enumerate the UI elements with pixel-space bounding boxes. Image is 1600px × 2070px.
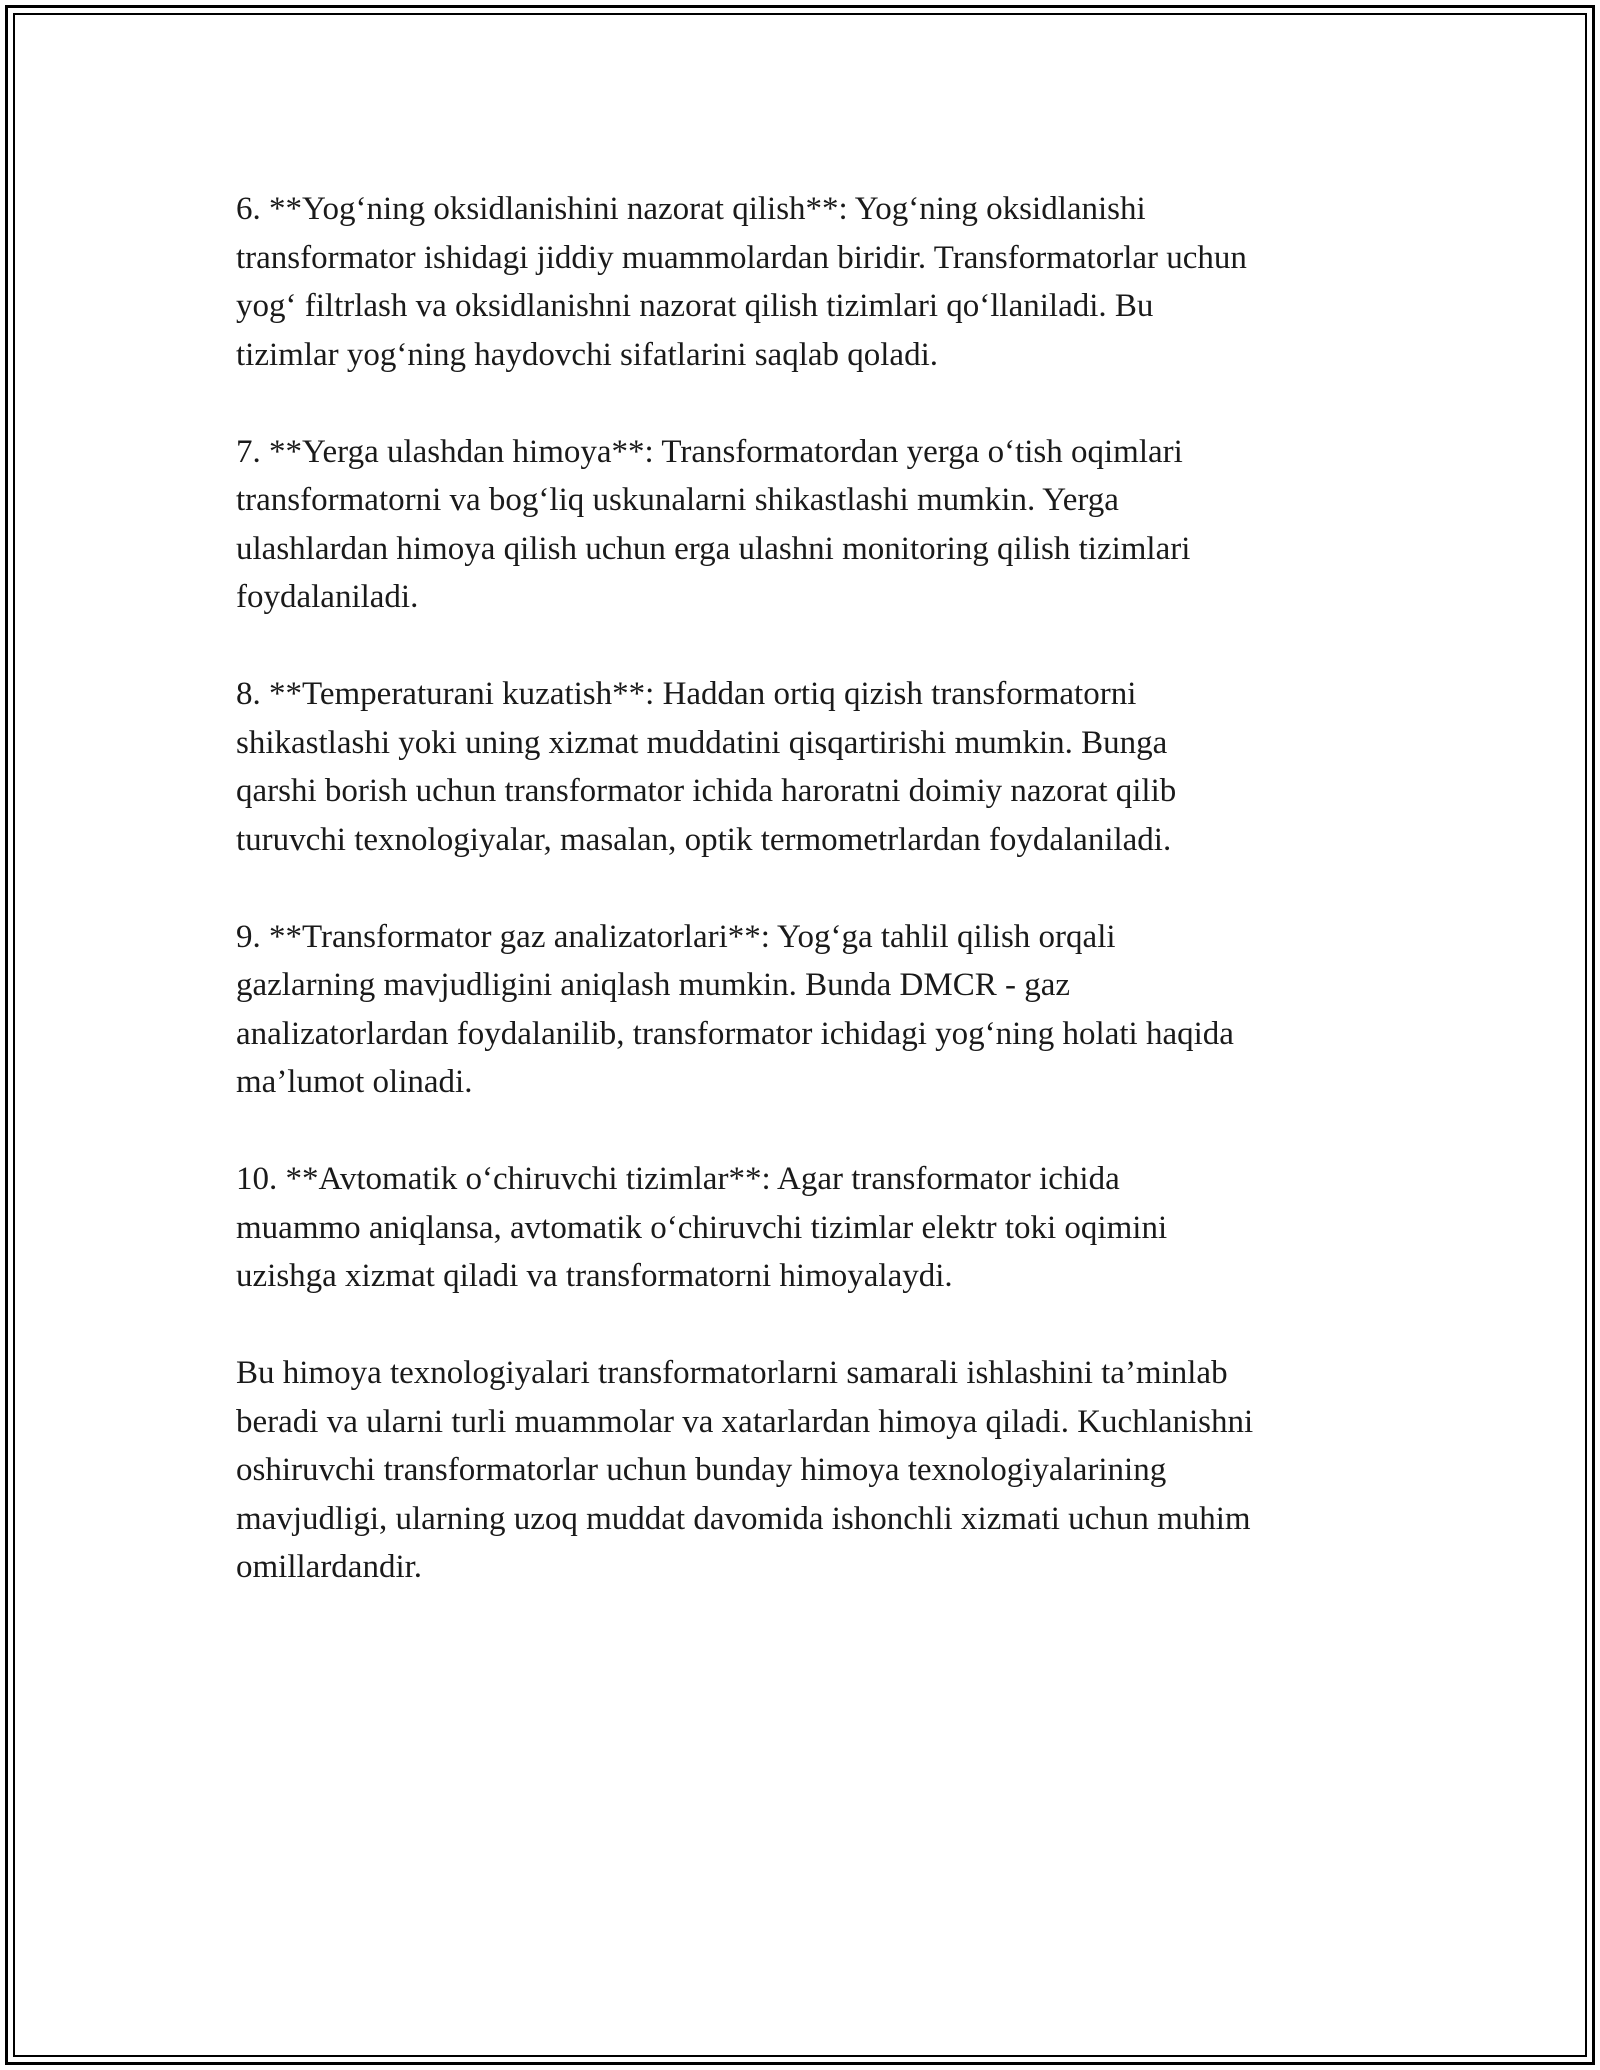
text-line: qarshi borish uchun transformator ichida haroratni doimiy nazorat qilib: [236, 773, 1177, 809]
text-line: tizimlar yog‘ning haydovchi sifatlarini saqlab qoladi.: [236, 336, 938, 373]
text-line: analizatorlardan foydalanilib, transformator ichidagi yog‘ning holati haqida: [236, 1015, 1234, 1052]
text-line: ma’lumot olinadi.: [236, 1064, 473, 1100]
text-line: omillardandir.: [236, 1549, 423, 1585]
text-line: turuvchi texnologiyalar, masalan, optik termometrlardan foydalaniladi.: [236, 821, 1172, 858]
text-line: 7. **Yerga ulashdan himoya**: Transformatordan yerga o‘tish oqimlari: [236, 433, 1183, 470]
paragraph-automatic-shutdown: [236, 1155, 1386, 1301]
text-line: ulashlardan himoya qilish uchun erga ulashni monitoring qilish tizimlari: [236, 530, 1191, 567]
paragraph-conclusion: [236, 1349, 1386, 1592]
text-line: uzishga xizmat qiladi va transformatorni himoyalaydi.: [236, 1258, 953, 1294]
text-line: foydalaniladi.: [236, 579, 419, 615]
text-line: yog‘ filtrlash va oksidlanishni nazorat qilish tizimlari qo‘llaniladi. Bu: [236, 288, 1154, 324]
text-line: shikastlashi yoki uning xizmat muddatini qisqartirishi mumkin. Bunga: [236, 724, 1168, 761]
text-line: oshiruvchi transformatorlar uchun bunday himoya texnologiyalarining: [236, 1452, 1167, 1488]
document-body: [236, 185, 1386, 1640]
paragraph-oil-oxidation: [236, 185, 1386, 379]
text-line: 8. **Temperaturani kuzatish**: Haddan ortiq qizish transformatorni: [236, 676, 1137, 712]
paragraph-gas-analyzers: [236, 913, 1386, 1107]
text-line: 10. **Avtomatik o‘chiruvchi tizimlar**: Agar transformator ichida: [236, 1161, 1120, 1197]
text-line: beradi va ularni turli muammolar va xatarlardan himoya qiladi. Kuchlanishni: [236, 1403, 1254, 1440]
text-line: 9. **Transformator gaz analizatorlari**: Yog‘ga tahlil qilish orqali: [236, 918, 1116, 955]
text-line: gazlarning mavjudligini aniqlash mumkin. Bunda DMCR - gaz: [236, 967, 1071, 1003]
text-line: 6. **Yog‘ning oksidlanishini nazorat qilish**: Yog‘ning oksidlanishi: [236, 191, 1146, 227]
text-line: mavjudligi, ularning uzoq muddat davomida ishonchli xizmati uchun muhim: [236, 1500, 1251, 1537]
text-line: muammo aniqlansa, avtomatik o‘chiruvchi tizimlar elektr toki oqimini: [236, 1209, 1168, 1246]
paragraph-ground-fault-protection: [236, 428, 1386, 622]
text-line: Bu himoya texnologiyalari transformatorlarni samarali ishlashini ta’minlab: [236, 1355, 1228, 1391]
text-line: transformator ishidagi jiddiy muammolardan biridir. Transformatorlar uchun: [236, 239, 1247, 276]
paragraph-temperature-monitoring: [236, 670, 1386, 864]
text-line: transformatorni va bog‘liq uskunalarni shikastlashi mumkin. Yerga: [236, 482, 1119, 518]
